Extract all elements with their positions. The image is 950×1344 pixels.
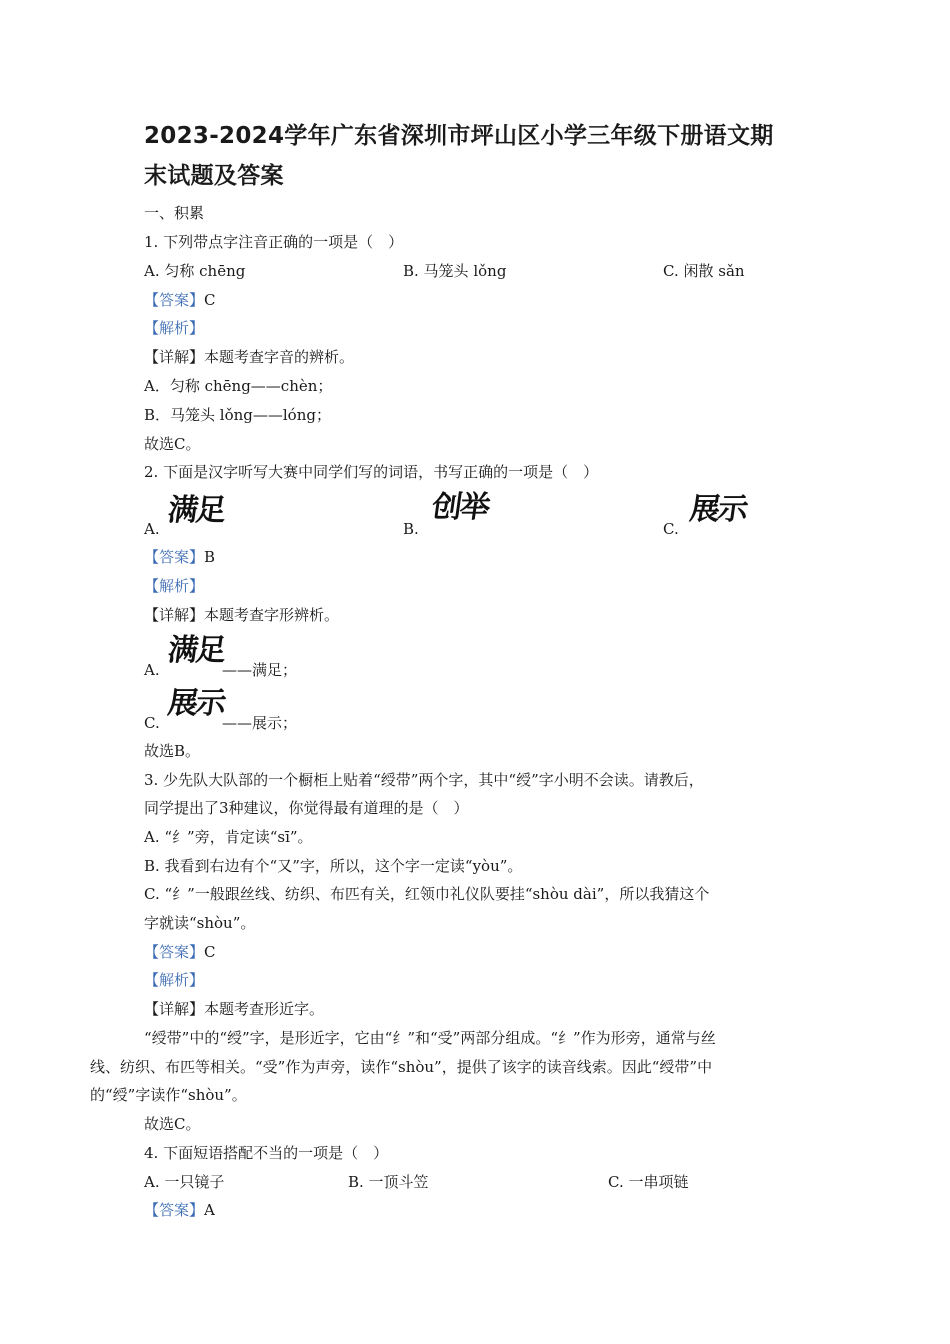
- q2-option-c-label: C.: [663, 520, 679, 538]
- q2-detail-a-label: A.: [144, 661, 160, 679]
- q1-conclusion: 故选C。: [144, 435, 201, 453]
- detail-tag: 【详解】: [144, 606, 205, 624]
- detail-tag: 【详解】: [144, 1000, 205, 1018]
- q1-option-c: C. 闲散 sǎn: [663, 262, 745, 280]
- q2-stem: 2. 下面是汉字听写大赛中同学们写的词语，书写正确的一项是（ ）: [144, 463, 599, 481]
- section-heading: 一、积累: [144, 204, 205, 222]
- answer-tag: 【答案】: [144, 1201, 205, 1219]
- q2-detail-c-handwriting: 展示: [165, 686, 227, 721]
- q3-analysis-tag: 【解析】: [144, 971, 205, 989]
- detail-text: 本题考查形近字。: [204, 1000, 325, 1018]
- detail-tag: 【详解】: [144, 348, 205, 366]
- q4-option-a: A. 一只镜子: [144, 1173, 225, 1191]
- q2-answer: [144, 547, 215, 567]
- q1-detail: [144, 347, 354, 367]
- q1-detail-a: A．匀称 chēng——chèn；: [144, 377, 333, 395]
- q1-detail-b: B．马笼头 lǒng——lóng；: [144, 406, 331, 424]
- answer-value: B: [204, 548, 216, 566]
- doc-title-line2: 末试题及答案: [144, 163, 284, 189]
- q2-option-a-handwriting: 满足: [165, 493, 227, 528]
- answer-tag: 【答案】: [144, 548, 205, 566]
- q4-answer: [144, 1200, 215, 1220]
- q3-option-b: B. 我看到右边有个“又”字，所以，这个字一定读“yòu”。: [144, 857, 523, 875]
- q4-option-c: C. 一串项链: [608, 1173, 689, 1191]
- doc-title-line1: 2023-2024学年广东省深圳市坪山区小学三年级下册语文期: [144, 123, 774, 149]
- answer-value: C: [204, 943, 216, 961]
- q3-option-a: A. “纟”旁，肯定读“sī”。: [144, 828, 313, 846]
- q2-option-c-handwriting: 展示: [687, 492, 749, 527]
- q4-option-b: B. 一顶斗笠: [348, 1173, 429, 1191]
- q2-detail: [144, 605, 339, 625]
- q2-analysis-tag: 【解析】: [144, 577, 205, 595]
- q2-detail-c-text: ——展示；: [222, 714, 298, 732]
- q1-option-b: B. 马笼头 lǒng: [403, 262, 507, 280]
- q3-stem-line1: 3. 少先队大队部的一个橱柜上贴着“绶带”两个字，其中“绶”字小明不会读。请教后，: [144, 771, 704, 789]
- answer-value: C: [204, 291, 216, 309]
- q2-detail-a-handwriting: 满足: [165, 633, 227, 668]
- q3-stem-line2: 同学提出了3种建议，你觉得最有道理的是（ ）: [144, 799, 469, 817]
- q2-detail-a-text: ——满足；: [222, 661, 298, 679]
- q1-answer: [144, 290, 216, 310]
- q3-detail: [144, 999, 324, 1019]
- q3-explanation-line1: “绶带”中的“绶”字，是形近字，它由“纟”和“受”两部分组成。“纟”作为形旁，通常与丝: [144, 1029, 716, 1047]
- detail-text: 本题考查字形辨析。: [204, 606, 340, 624]
- q2-option-b-handwriting: 创举: [429, 490, 491, 525]
- answer-tag: 【答案】: [144, 291, 205, 309]
- q4-stem: 4. 下面短语搭配不当的一项是（ ）: [144, 1144, 389, 1162]
- q3-option-c-line2: 字就读“shòu”。: [144, 914, 256, 932]
- q1-analysis-tag: 【解析】: [144, 319, 205, 337]
- q2-detail-c-label: C.: [144, 714, 160, 732]
- q2-conclusion: 故选B。: [144, 742, 201, 760]
- q3-answer: [144, 942, 216, 962]
- q3-explanation-line3: 的“绶”字读作“shòu”。: [90, 1086, 247, 1104]
- q3-explanation-line2: 线、纺织、布匹等相关。“受”作为声旁，读作“shòu”，提供了该字的读音线索。因此“绶带”中: [90, 1058, 713, 1076]
- detail-text: 本题考查字音的辨析。: [204, 348, 355, 366]
- q1-option-a: A. 匀称 chēng: [144, 262, 246, 280]
- answer-value: A: [204, 1201, 215, 1219]
- answer-tag: 【答案】: [144, 943, 205, 961]
- q3-option-c-line1: C. “纟”一般跟丝线、纺织、布匹有关，红领巾礼仪队要挂“shòu dài”，所以我猜这个: [144, 885, 710, 903]
- q2-option-b-label: B.: [403, 520, 419, 538]
- q2-option-a-label: A.: [144, 520, 160, 538]
- q3-conclusion: 故选C。: [144, 1115, 201, 1133]
- q1-stem: 1. 下列带点字注音正确的一项是（ ）: [144, 233, 404, 251]
